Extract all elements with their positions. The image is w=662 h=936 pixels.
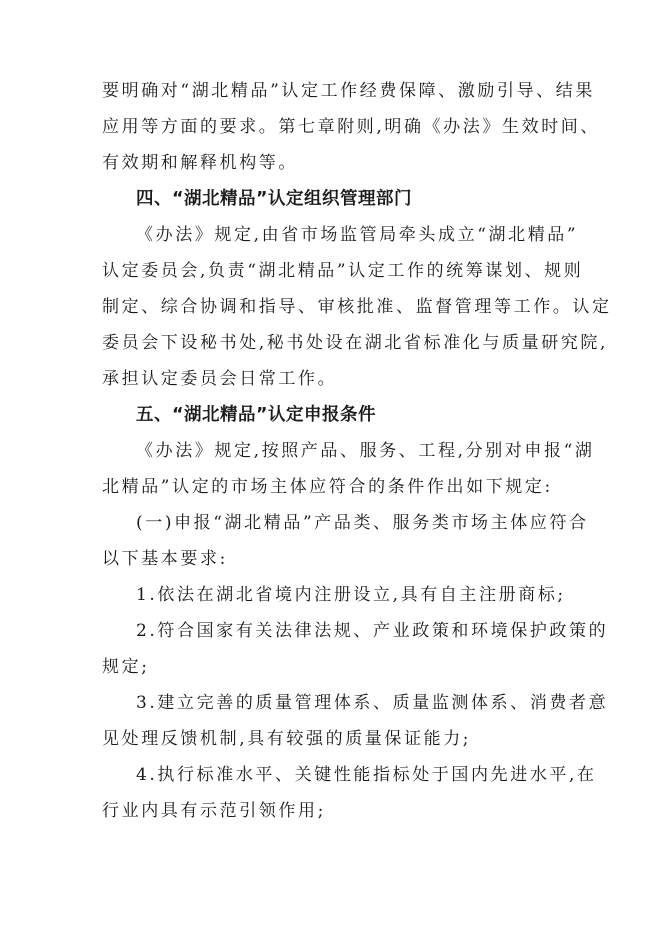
section-heading: 四、“湖北精品”认定组织管理部门 <box>136 189 413 209</box>
list-item-continuation: 规定; <box>102 657 150 677</box>
paragraph-line: 认定委员会,负责“湖北精品”认定工作的统筹谋划、规则 <box>102 261 584 281</box>
list-item: 1.依法在湖北省境内注册设立,具有自主注册商标; <box>136 585 566 605</box>
paragraph-line: 北精品”认定的市场主体应符合的条件作出如下规定: <box>102 477 553 497</box>
paragraph-line: 承担认定委员会日常工作。 <box>102 369 338 389</box>
paragraph-line: 应用等方面的要求。第七章附则,明确《办法》生效时间、 <box>102 117 601 137</box>
paragraph-line: 委员会下设秘书处,秘书处设在湖北省标准化与质量研究院, <box>102 333 609 353</box>
paragraph-line: 制定、综合协调和指导、审核批准、监督管理等工作。认定 <box>102 297 612 317</box>
section-heading: 五、“湖北精品”认定申报条件 <box>136 405 377 425</box>
list-item: 4.执行标准水平、关键性能指标处于国内先进水平,在 <box>136 765 597 785</box>
list-item: 3.建立完善的质量管理体系、质量监测体系、消费者意 <box>136 693 609 713</box>
paragraph-line: 有效期和解释机构等。 <box>102 153 298 173</box>
list-item-continuation: 见处理反馈机制,具有较强的质量保证能力; <box>102 729 472 749</box>
paragraph-line: 以下基本要求: <box>102 549 228 569</box>
paragraph-line: (一)申报“湖北精品”产品类、服务类市场主体应符合 <box>136 513 589 533</box>
list-item-continuation: 行业内具有示范引领作用; <box>102 801 326 821</box>
paragraph-line: 《办法》规定,由省市场监管局牵头成立“湖北精品” <box>136 225 579 245</box>
list-item: 2.符合国家有关法律法规、产业政策和环境保护政策的 <box>136 621 609 641</box>
paragraph-line: 《办法》规定,按照产品、服务、工程,分别对申报“湖 <box>136 441 595 461</box>
paragraph-line: 要明确对“湖北精品”认定工作经费保障、激励引导、结果 <box>102 81 595 101</box>
